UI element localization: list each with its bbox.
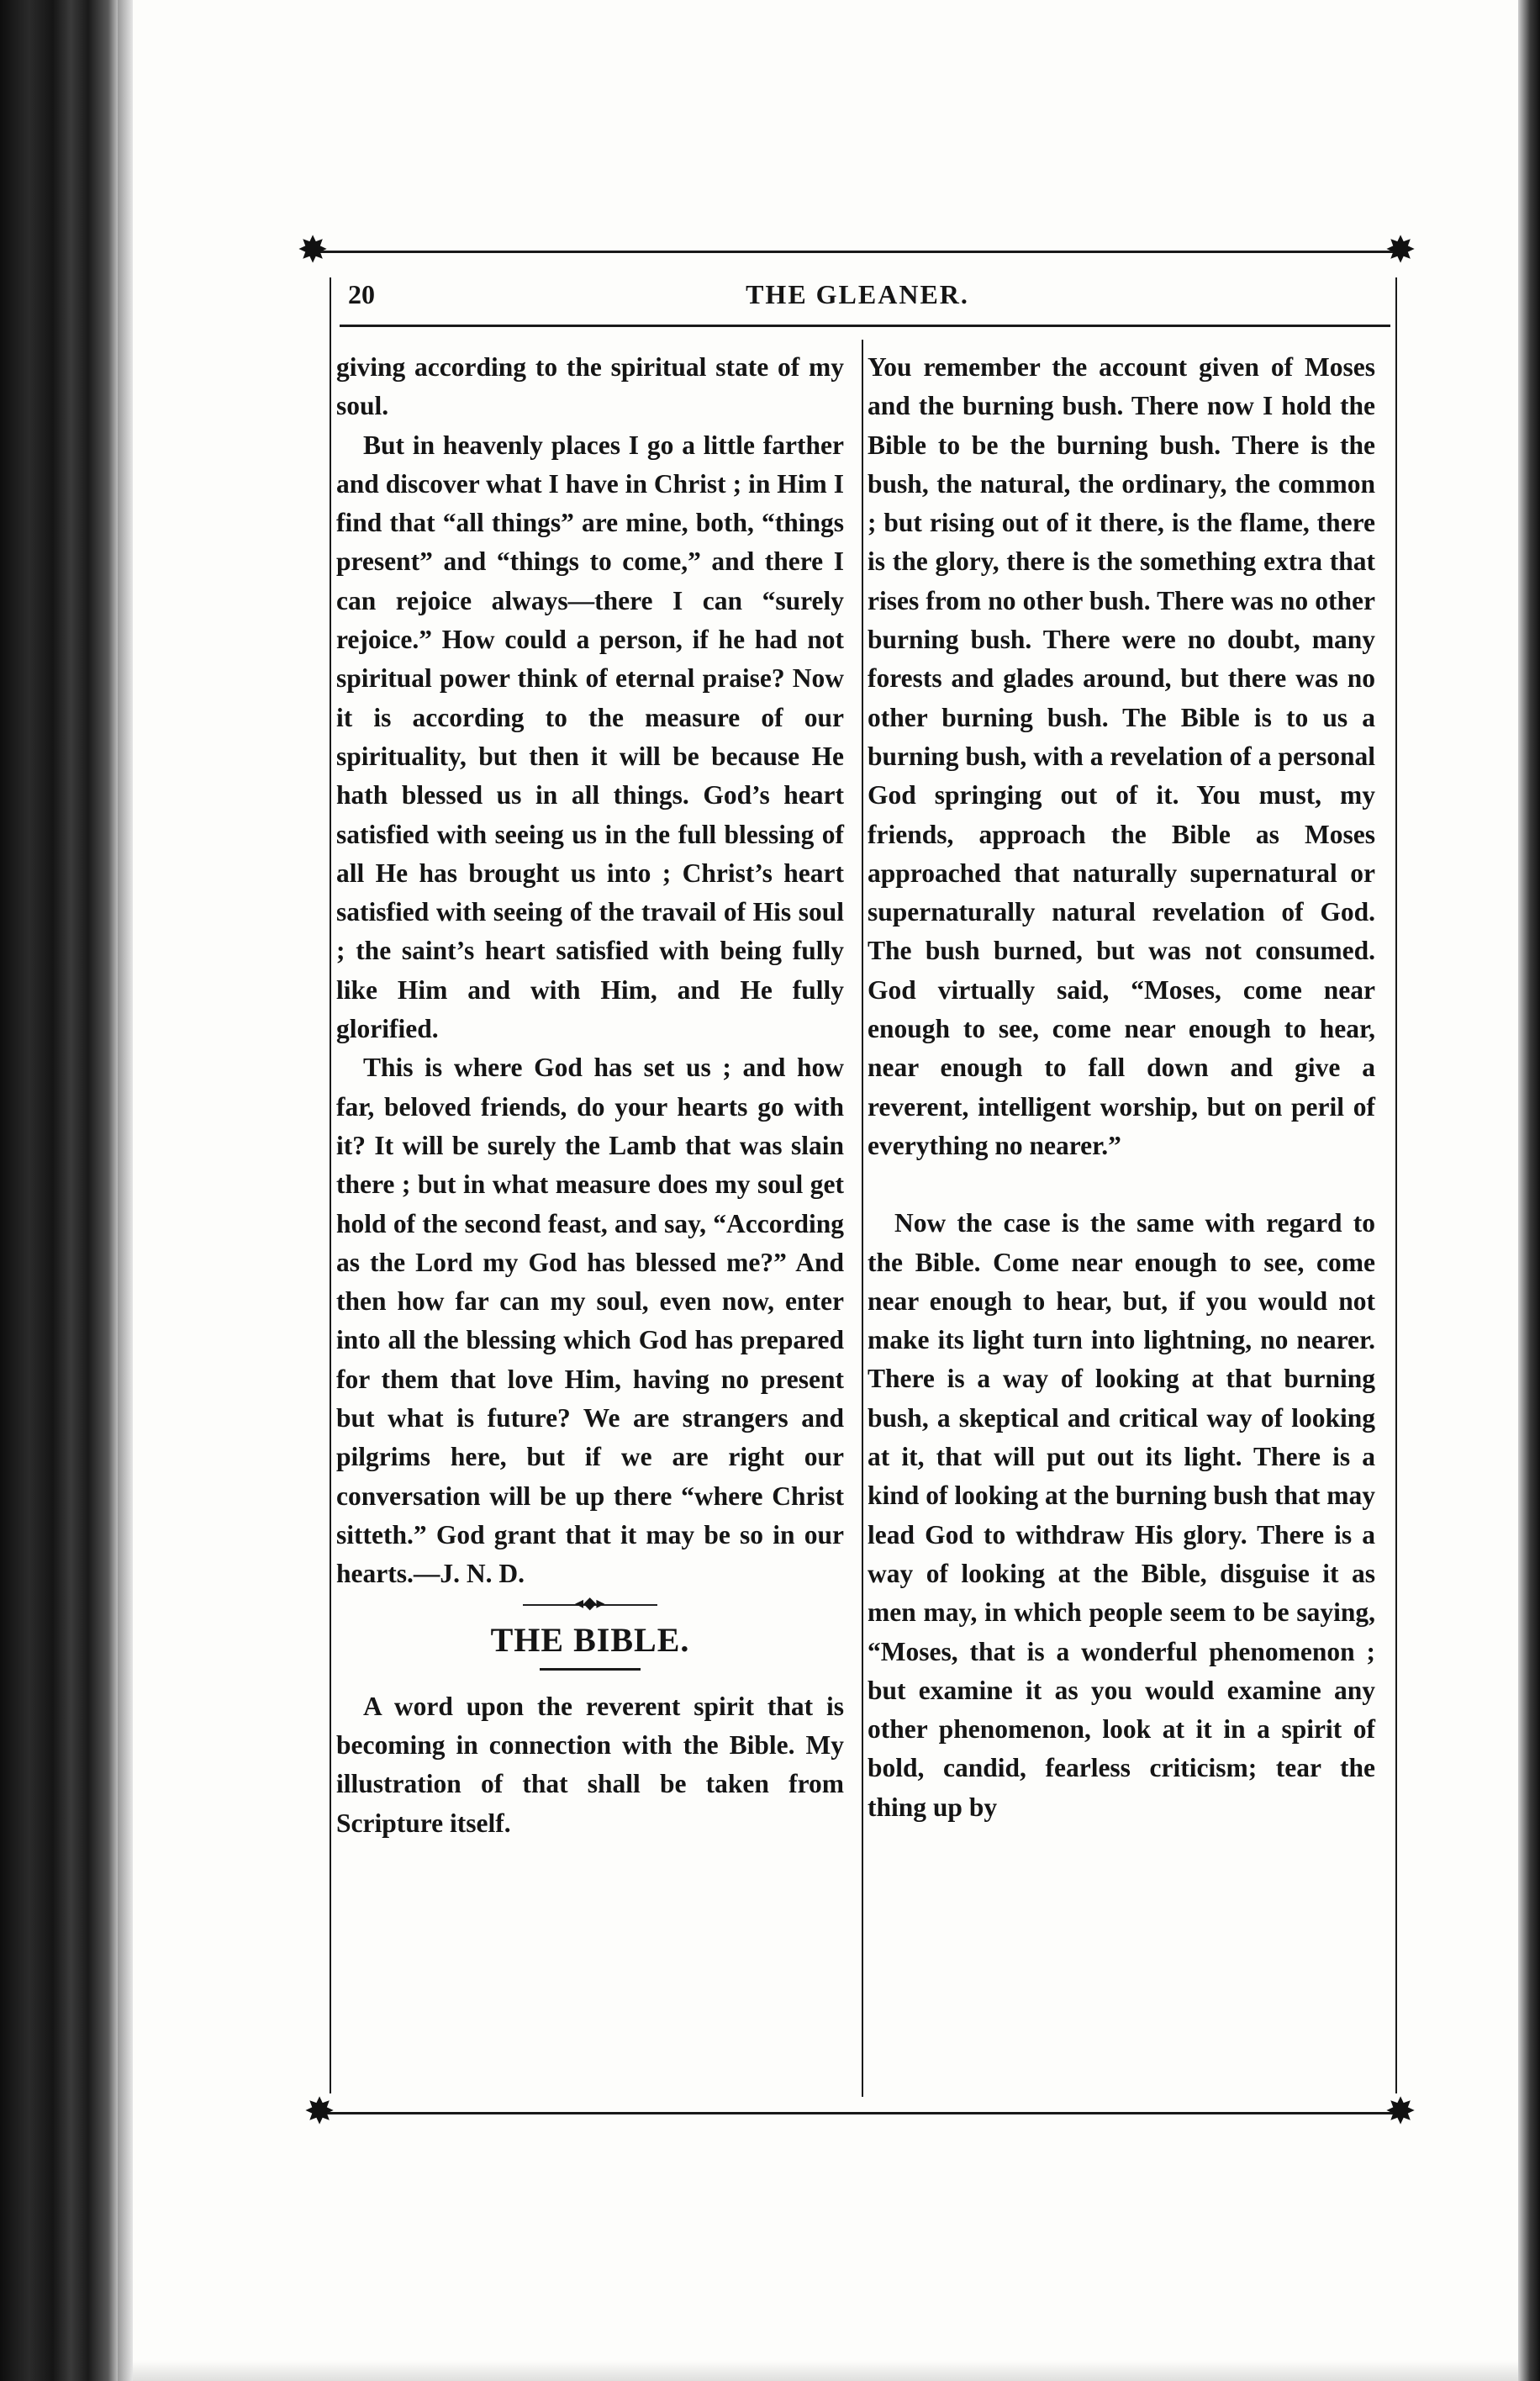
- running-title: THE GLEANER.: [746, 279, 969, 309]
- page-gutter: [118, 0, 133, 2381]
- header-rule: [340, 325, 1390, 327]
- border-left-rule: [330, 277, 331, 2093]
- section-title: THE BIBLE.: [490, 1620, 690, 1659]
- asterisk-ornament-icon: ✸: [1384, 229, 1416, 272]
- book-spine: [0, 0, 118, 2381]
- asterisk-ornament-icon: ✸: [303, 2090, 335, 2133]
- asterisk-ornament-icon: ✸: [1384, 2090, 1416, 2133]
- paragraph: giving according to the spiritual state of my soul.: [336, 352, 844, 421]
- page-number: 20: [348, 279, 375, 309]
- paragraph: A word upon the reverent spirit that is becoming in connection with the Bible. My illustration of that shall be taken from Scripture itself.: [336, 1691, 844, 1838]
- left-column: [336, 348, 844, 1843]
- paragraph: You remember the account given of Moses and the burning bush. There now I hold the Bible to be the burning bush. There is the bush, the natural, the ordinary, the common ; but rising out of it there, is the flame, there is the glory, there is the something extra that rises from no other bush. There was no other burning bush. There were no doubt, many forests and glades around, but there was no other burning bush. The Bible is to us a burning bush, with a revelation of a personal God springing out of it. You must, my friends, approach the Bible as Moses approached that naturally supernatural or supernaturally natural revelation of God. The bush burned, but was not consumed. God virtually said, “Moses, come near enough to see, come near enough to hear, near enough to fall down and give a reverent, intelligent worship, but on peril of everything no nearer.”: [868, 352, 1375, 1160]
- paragraph: Now the case is the same with regard to the Bible. Come near enough to see, come near enough to hear, but, if you would not make its light turn into lightning, no nearer. There is a way of looking at that burning bush, a skeptical and critical way of looking at it, that will put out its light. There is a kind of looking at the burning bush that may lead God to withdraw His glory. There is a way of looking at the Bible, disguise it as men may, in which people seem to be saying, “Moses, that is a wonderful phenomenon ; but examine it as you would examine any other phenomenon, look at it in a spirit of bold, candid, fearless criticism; tear the thing up by: [868, 1208, 1375, 1822]
- border-right-rule: [1395, 277, 1397, 2093]
- page-right-edge: [1518, 0, 1540, 2381]
- arrow-ornament-icon: ◂◆▸: [575, 1592, 605, 1613]
- paragraph: This is where God has set us ; and how far, beloved friends, do your hearts go with it? It will be surely the Lamb that was slain there ; but in what measure does my soul get hold of the second feast, and say, “According as the Lord my God has blessed me?” And then how far can my soul, even now, enter into all the blessing which God has prepared for them that love Him, having no present but what is future? We are strangers and pilgrims here, but if we are right our conversation will be up there “where Christ sitteth.” God grant that it may be so in our hearts.—J. N. D.: [336, 1053, 844, 1589]
- right-column: [868, 348, 1375, 1827]
- section-separator: [523, 1592, 657, 1613]
- section-title-rule: [540, 1668, 641, 1671]
- border-top-rule: [316, 251, 1400, 253]
- column-divider: [862, 340, 863, 2097]
- asterisk-ornament-icon: ✸: [297, 229, 329, 272]
- border-bottom-rule: [316, 2112, 1400, 2114]
- paragraph: But in heavenly places I go a little farther and discover what I have in Christ ; in Him I find that “all things” are mine, both, “things present” and “things to come,” and there I can rejoice always—there I can “surely rejoice.” How could a person, if he had not spiritual power think of eternal praise? Now it is according to the measure of our spirituality, but then it will be because He hath blessed us in all things. God’s heart satisfied with seeing us in the full blessing of all He has brought us into ; Christ’s heart satisfied with seeing of the travail of His soul ; the saint’s heart satisfied with being fully like Him and with Him, and He fully glorified.: [336, 430, 844, 1044]
- page-bottom-shadow: [133, 2361, 1518, 2381]
